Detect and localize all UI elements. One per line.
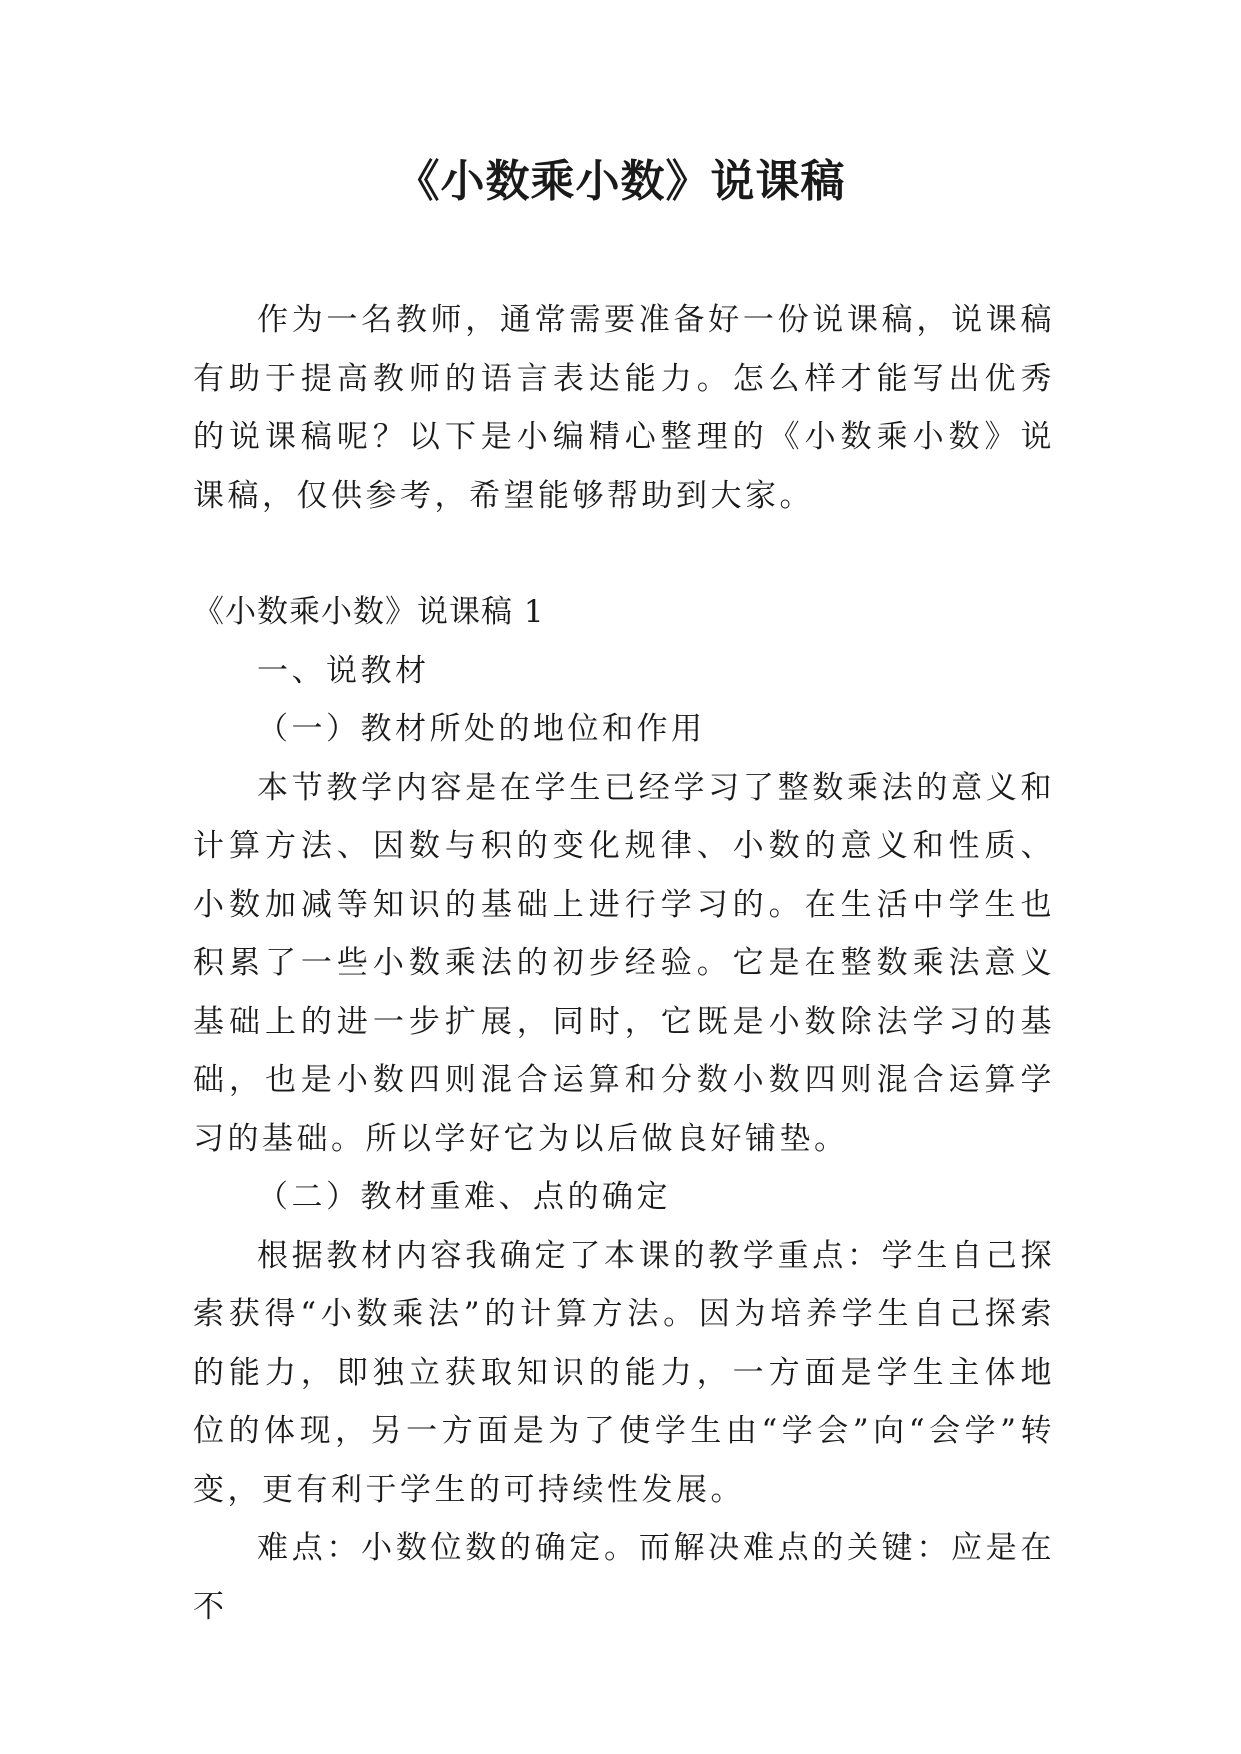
document-body: [193, 291, 1055, 1636]
subheading-key-difficult-points: （二）教材重难、点的确定: [257, 1179, 671, 1215]
subheading-position-role: （一）教材所处的地位和作用: [257, 711, 706, 747]
paragraph-difficult-point: 难点：小数位数的确定。而解决难点的关键：应是在不: [193, 1530, 1055, 1625]
intro-paragraph: 作为一名教师，通常需要准备好一份说课稿，说课稿有助于提高教师的语言表达能力。怎么样才能写出优秀的说课稿呢？以下是小编精心整理的《小数乘小数》说课稿，仅供参考，希望能够帮助到大家。: [193, 302, 1055, 514]
paragraph-key-point: 根据教材内容我确定了本课的教学重点：学生自己探索获得“小数乘法”的计算方法。因为培养学生自己探索的能力，即独立获取知识的能力，一方面是学生主体地位的体现，另一方面是为了使学生由“学会”向“会学”转变，更有利于学生的可持续性发展。: [193, 1237, 1055, 1508]
heading-teaching-material: 一、说教材: [257, 652, 430, 689]
paragraph-content-background: 本节教学内容是在学生已经学习了整数乘法的意义和计算方法、因数与积的变化规律、小数的意义和性质、小数加减等知识的基础上进行学习的。在生活中学生也积累了一些小数乘法的初步经验。它是在整数乘法意义基础上的进一步扩展，同时，它既是小数除法学习的基础，也是小数四则混合运算和分数小数四则混合运算学习的基础。所以学好它为以后做良好铺垫。: [193, 769, 1055, 1157]
document-title: 《小数乘小数》说课稿: [395, 156, 846, 207]
section-title: 《小数乘小数》说课稿 1: [193, 594, 545, 630]
